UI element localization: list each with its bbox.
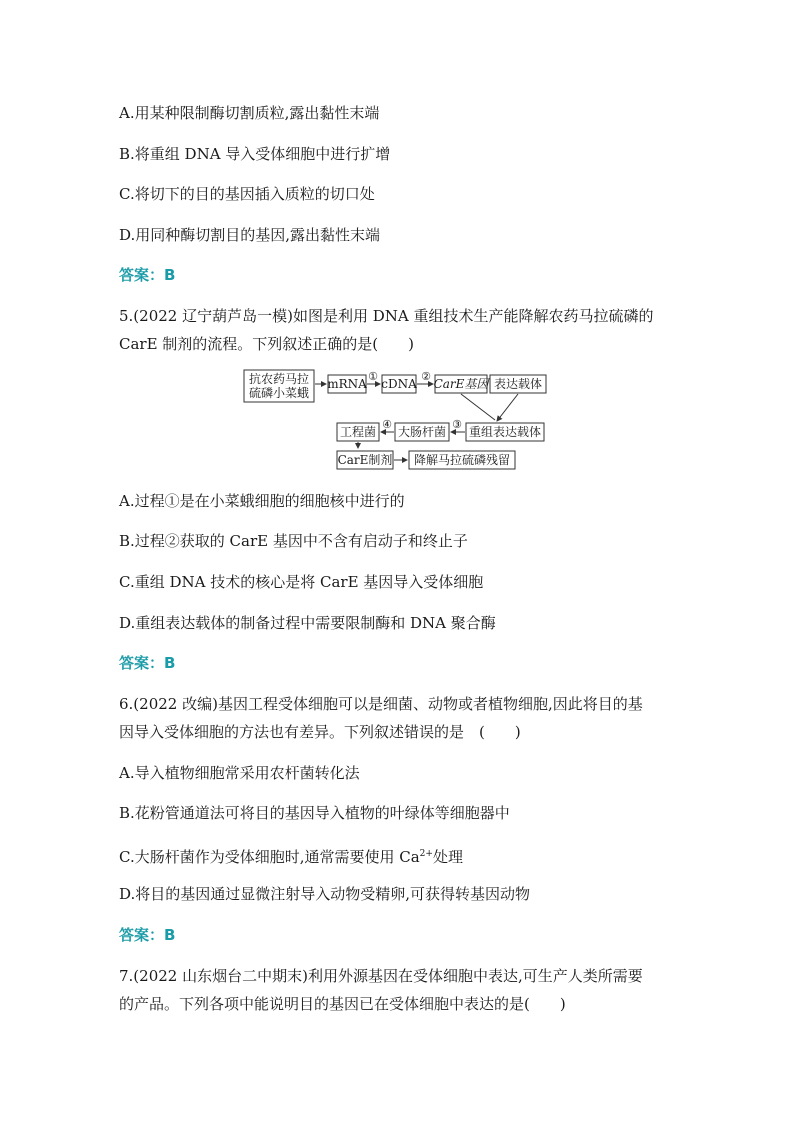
source-label-line2: 硫磷小菜蛾 bbox=[248, 386, 310, 400]
answer-value: B bbox=[164, 654, 176, 672]
q6-option-c-sup: 2+ bbox=[419, 849, 433, 859]
engineered-label: 工程菌 bbox=[339, 425, 377, 439]
gene-label: CarE基因 bbox=[433, 377, 489, 391]
answer-value: B bbox=[164, 926, 176, 944]
q4-option-c: C.将切下的目的基因插入质粒的切口处 bbox=[119, 185, 375, 203]
arrow-vector-merge bbox=[497, 394, 518, 421]
answer-value: B bbox=[164, 266, 176, 284]
answer-label: 答案： bbox=[119, 926, 165, 944]
q4-option-b: B.将重组 DNA 导入受体细胞中进行扩增 bbox=[119, 145, 391, 163]
cdna-label: cDNA bbox=[381, 377, 417, 391]
q6-option-d: D.将目的基因通过显微注射导入动物受精卵,可获得转基因动物 bbox=[119, 885, 531, 903]
flow-diagram bbox=[240, 368, 560, 472]
step3-label: ③ bbox=[452, 418, 462, 431]
arrow-gene-merge bbox=[461, 394, 495, 420]
q5-option-c: C.重组 DNA 技术的核心是将 CarE 基因导入受体细胞 bbox=[119, 573, 484, 591]
preparation-label: CarE制剂 bbox=[337, 453, 393, 467]
q4-option-a: A.用某种限制酶切割质粒,露出黏性末端 bbox=[119, 104, 380, 122]
q5-option-b: B.过程②获取的 CarE 基因中不含有启动子和终止子 bbox=[119, 532, 468, 550]
q5-stem-line-1: 5.(2022 辽宁葫芦岛一模)如图是利用 DNA 重组技术生产能降解农药马拉硫磷的 bbox=[119, 307, 654, 325]
recombinant-label: 重组表达载体 bbox=[468, 425, 542, 439]
q6-stem-line-2: 因导入受体细胞的方法也有差异。下列叙述错误的是 ( ) bbox=[119, 723, 521, 741]
q6-option-c-suffix: 处理 bbox=[432, 848, 463, 866]
vector-label: 表达载体 bbox=[493, 377, 543, 391]
q5-answer bbox=[119, 653, 175, 673]
q5-option-d: D.重组表达载体的制备过程中需要限制酶和 DNA 聚合酶 bbox=[119, 614, 496, 632]
answer-label: 答案： bbox=[119, 654, 165, 672]
q6-option-b: B.花粉管通道法可将目的基因导入植物的叶绿体等细胞器中 bbox=[119, 804, 510, 822]
q5-option-a: A.过程①是在小菜蛾细胞的细胞核中进行的 bbox=[119, 492, 405, 510]
step1-label: ① bbox=[368, 370, 378, 383]
ecoli-label: 大肠杆菌 bbox=[397, 425, 447, 439]
q6-stem-line-1: 6.(2022 改编)基因工程受体细胞可以是细菌、动物或者植物细胞,因此将目的基 bbox=[119, 695, 643, 713]
result-label: 降解马拉硫磷残留 bbox=[413, 453, 511, 467]
q5-stem-line-2: CarE 制剂的流程。下列叙述正确的是( ) bbox=[119, 335, 415, 353]
step2-label: ② bbox=[421, 370, 431, 383]
answer-label: 答案： bbox=[119, 266, 165, 284]
q6-option-c-prefix: C.大肠杆菌作为受体细胞时,通常需要使用 Ca bbox=[119, 848, 420, 866]
q6-option-c bbox=[119, 844, 463, 867]
q6-answer bbox=[119, 925, 175, 945]
q6-option-a: A.导入植物细胞常采用农杆菌转化法 bbox=[119, 764, 360, 782]
q7-stem-line-1: 7.(2022 山东烟台二中期末)利用外源基因在受体细胞中表达,可生产人类所需要 bbox=[119, 967, 643, 985]
q4-option-d: D.用同种酶切割目的基因,露出黏性末端 bbox=[119, 226, 381, 244]
step4-label: ④ bbox=[382, 418, 392, 431]
source-label-line1: 抗农药马拉 bbox=[248, 372, 310, 386]
q7-stem-line-2: 的产品。下列各项中能说明目的基因已在受体细胞中表达的是( ) bbox=[119, 995, 566, 1013]
mrna-label: mRNA bbox=[327, 377, 367, 391]
q4-answer bbox=[119, 265, 175, 285]
